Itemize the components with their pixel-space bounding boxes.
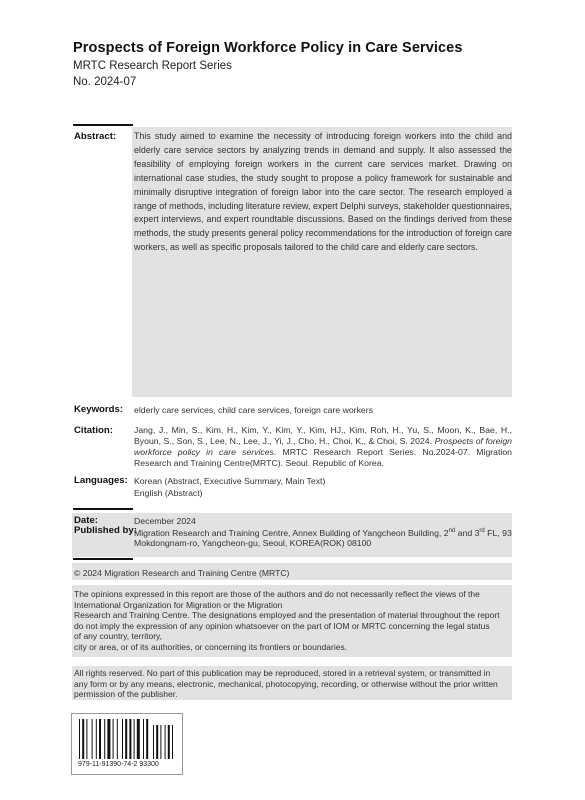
date-value: December 2024 bbox=[134, 516, 196, 526]
publication-rule bbox=[73, 508, 133, 510]
date-label: Date: bbox=[74, 515, 98, 526]
citation-text bbox=[134, 425, 512, 469]
rights-line: permission of the publisher. bbox=[74, 689, 178, 700]
top-rule bbox=[73, 124, 133, 126]
languages-line1: Korean (Abstract, Executive Summary, Main Text) bbox=[134, 476, 326, 486]
publisher-line2: Mokdongnam-ro, Yangcheon-gu, Seoul, KOREA(ROK) 08100 bbox=[134, 538, 372, 548]
barcode-bars bbox=[79, 719, 175, 759]
citation-label: Citation: bbox=[74, 425, 113, 436]
rights-line: any form or by any means, electronic, mechanical, photocopying, recording, or otherwise without the prior written bbox=[74, 678, 498, 689]
report-number: No. 2024-07 bbox=[73, 76, 137, 88]
copyright-rule bbox=[73, 558, 133, 560]
report-series: MRTC Research Report Series bbox=[73, 60, 232, 72]
rights-line: All rights reserved. No part of this publication may be reproduced, stored in a retrieval system, or transmitted in bbox=[74, 668, 491, 678]
citation-title: Prospects of foreign workforce policy in care services bbox=[134, 435, 513, 457]
copyright-text: © 2024 Migration Research and Training Centre (MRTC) bbox=[74, 568, 290, 578]
keywords-text: elderly care services, child care services, foreign care workers bbox=[134, 405, 373, 415]
disclaimer-line: The opinions expressed in this report are those of the authors and do not necessarily reflect the views of the bbox=[74, 589, 480, 599]
languages-label: Languages: bbox=[74, 475, 128, 486]
report-title: Prospects of Foreign Workforce Policy in Care Services bbox=[73, 40, 463, 56]
publisher-sup-nd: nd bbox=[448, 528, 456, 534]
citation-authors: Jang, J., Min, S., Kim, H., Kim, Y., Kim, Y., Kim, HJ., Kim, Roh, H., Yu, S., Moon, K., Bae, H., Byoun, S., Son, S., Lee, N., Lee, J., Yi, J., Cho, H., Choi, K., & Choi, S. 2024. bbox=[134, 425, 512, 446]
disclaimer-line: of any country, territory, bbox=[74, 631, 163, 642]
isbn-number: 979-11-91390-74-2 93300 bbox=[78, 761, 159, 768]
publisher-part-b: and 3 bbox=[455, 527, 480, 538]
abstract-text: This study aimed to examine the necessity of introducing foreign workers into the child and elderly care service sectors by analyzing trends in demand and supply. It also assessed the feasibility of employing foreign workers in the current care services market. Drawing on international case studies, the study sought to propose a policy framework for sustainable and minimally disruptive integration of foreign labor into the care sector. The research employed a range of methods, including literature review, expert Delphi surveys, stakeholder questionnaires, expert interviews, and expert roundtable discussions. Based on the findings derived from these methods, the study presents general policy recommendations for the introduction of foreign care workers, as well as specific proposals tailored to the child care and elderly care sectors. bbox=[134, 131, 512, 253]
publisher-label: Published by: bbox=[74, 525, 137, 536]
publisher-sup-rd: rd bbox=[479, 528, 485, 534]
isbn-barcode bbox=[71, 713, 183, 775]
rights-block bbox=[74, 668, 512, 700]
disclaimer-line: International Organization for Migration or the Migration bbox=[74, 599, 283, 610]
disclaimer-line: do not imply the expression of any opinion whatsoever on the part of IOM or MRTC concerning the legal status bbox=[74, 620, 490, 631]
publisher-part-c: FL, 93 bbox=[484, 527, 512, 538]
disclaimer-block bbox=[74, 589, 512, 653]
keywords-label: Keywords: bbox=[74, 404, 124, 415]
disclaimer-line: city or area, or of its authorities, or concerning its frontiers or boundaries. bbox=[74, 641, 348, 652]
citation-rest: . MRTC Research Report Series. No.2024-07. Migration Research and Training Centre(MRTC). Seoul. Republic of Korea. bbox=[134, 446, 513, 468]
publisher-part-a: Migration Research and Training Centre, Annex Building of Yangcheon Building, 2 bbox=[134, 527, 449, 538]
languages-line2: English (Abstract) bbox=[134, 488, 203, 498]
disclaimer-line: Research and Training Centre. The designations employed and the presentation of material throughout the report bbox=[74, 610, 500, 621]
abstract-label: Abstract: bbox=[74, 131, 117, 142]
